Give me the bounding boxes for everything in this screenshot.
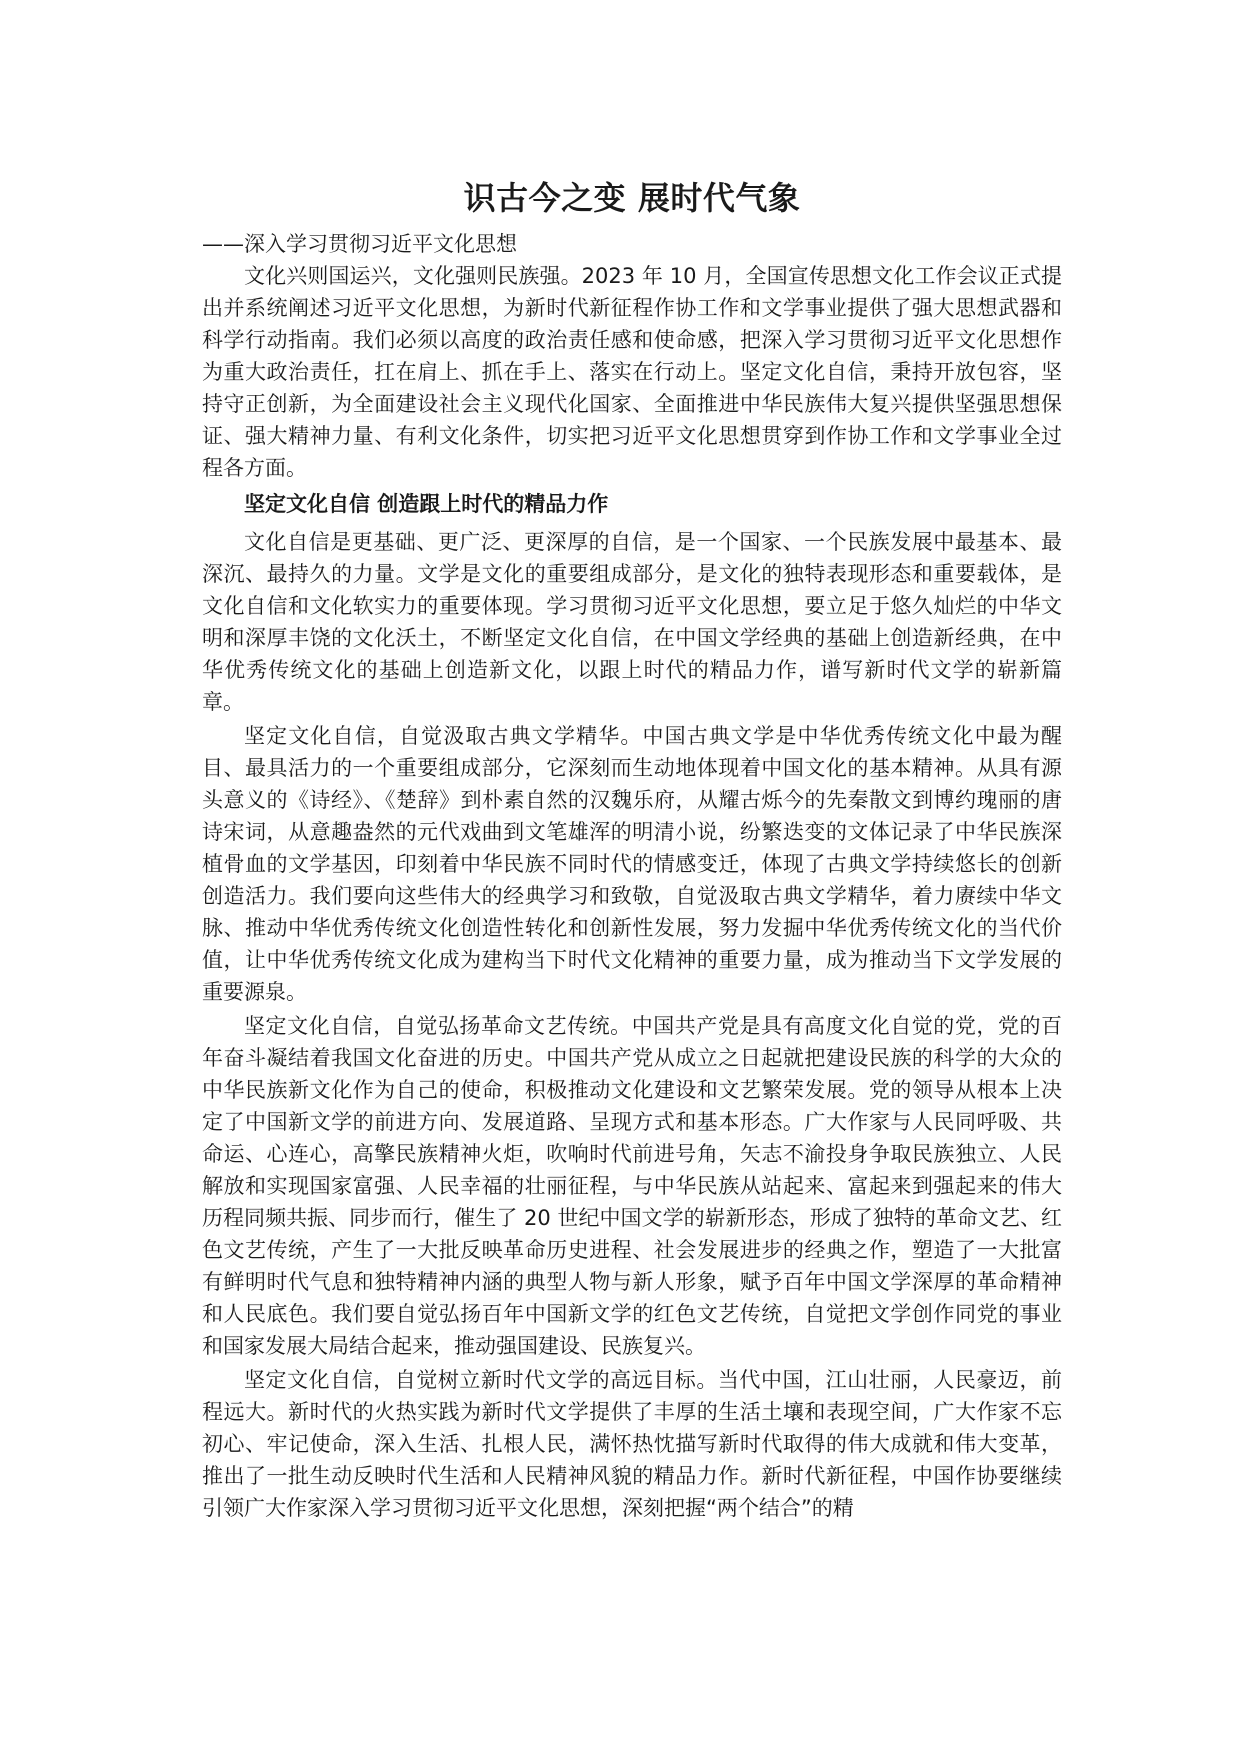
document-page — [202, 176, 1062, 1526]
paragraph-intro: 文化兴则国运兴，文化强则民族强。2023 年 10 月，全国宣传思想文化工作会议正式提出并系统阐述习近平文化思想，为新时代新征程作协工作和文学事业提供了强大思想武器和科学行动指南。我们必须以高度的政治责任感和使命感，把深入学习贯彻习近平文化思想作为重大政治责任，扛在肩上、抓在手上、落实在行动上。坚定文化自信，秉持开放包容，坚持守正创新，为全面建设社会主义现代化国家、全面推进中华民族伟大复兴提供坚强思想保证、强大精神力量、有利文化条件，切实把习近平文化思想贯穿到作协工作和文学事业全过程各方面。 — [202, 264, 1062, 480]
paragraph-classical-literature: 坚定文化自信，自觉汲取古典文学精华。中国古典文学是中华优秀传统文化中最为醒目、最具活力的一个重要组成部分，它深刻而生动地体现着中国文化的基本精神。从具有源头意义的《诗经》、《楚辞》到朴素自然的汉魏乐府，从耀古烁今的先秦散文到博约瑰丽的唐诗宋词，从意趣盎然的元代戏曲到文笔雄浑的明清小说，纷繁迭变的文体记录了中华民族深植骨血的文学基因，印刻着中华民族不同时代的情感变迁，体现了古典文学持续悠长的创新创造活力。我们要向这些伟大的经典学习和致敬，自觉汲取古典文学精华，着力赓续中华文脉、推动中华优秀传统文化创造性转化和创新性发展，努力发掘中华优秀传统文化的当代价值，让中华优秀传统文化成为建构当下时代文化精神的重要力量，成为推动当下文学发展的重要源泉。 — [202, 724, 1062, 1004]
document-title: 识古今之变 展时代气象 — [463, 179, 801, 217]
section-heading: 坚定文化自信 创造跟上时代的精品力作 — [244, 492, 609, 516]
document-subtitle: ——深入学习贯彻习近平文化思想 — [202, 232, 517, 256]
paragraph-cultural-confidence: 文化自信是更基础、更广泛、更深厚的自信，是一个国家、一个民族发展中最基本、最深沉、最持久的力量。文学是文化的重要组成部分，是文化的独特表现形态和重要载体，是文化自信和文化软实力的重要体现。学习贯彻习近平文化思想，要立足于悠久灿烂的中华文明和深厚丰饶的文化沃土，不断坚定文化自信，在中国文学经典的基础上创造新经典，在中华优秀传统文化的基础上创造新文化，以跟上时代的精品力作，谱写新时代文学的崭新篇章。 — [202, 530, 1062, 714]
paragraph-revolutionary-tradition: 坚定文化自信，自觉弘扬革命文艺传统。中国共产党是具有高度文化自觉的党，党的百年奋斗凝结着我国文化奋进的历史。中国共产党从成立之日起就把建设民族的科学的大众的中华民族新文化作为自己的使命，积极推动文化建设和文艺繁荣发展。党的领导从根本上决定了中国新文学的前进方向、发展道路、呈现方式和基本形态。广大作家与人民同呼吸、共命运、心连心，高擎民族精神火炬，吹响时代前进号角，矢志不渝投身争取民族独立、人民解放和实现国家富强、人民幸福的壮丽征程，与中华民族从站起来、富起来到强起来的伟大历程同频共振、同步而行，催生了 20 世纪中国文学的崭新形态，形成了独特的革命文艺、红色文艺传统，产生了一大批反映革命历史进程、社会发展进步的经典之作，塑造了一大批富有鲜明时代气息和独特精神内涵的典型人物与新人形象，赋予百年中国文学深厚的革命精神和人民底色。我们要自觉弘扬百年中国新文学的红色文艺传统，自觉把文学创作同党的事业和国家发展大局结合起来，推动强国建设、民族复兴。 — [202, 1014, 1062, 1358]
paragraph-new-era-goals: 坚定文化自信，自觉树立新时代文学的高远目标。当代中国，江山壮丽，人民豪迈，前程远大。新时代的火热实践为新时代文学提供了丰厚的生活土壤和表现空间，广大作家不忘初心、牢记使命，深入生活、扎根人民，满怀热忱描写新时代取得的伟大成就和伟大变革，推出了一批生动反映时代生活和人民精神风貌的精品力作。新时代新征程，中国作协要继续引领广大作家深入学习贯彻习近平文化思想，深刻把握“两个结合”的精 — [202, 1368, 1062, 1520]
